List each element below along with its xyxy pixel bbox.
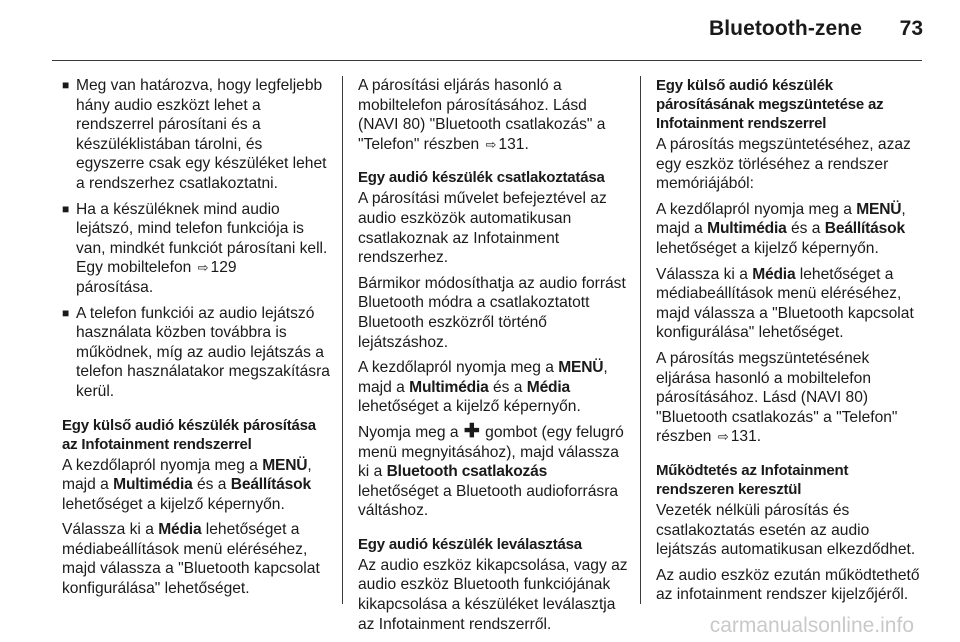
paragraph: A kezdőlapról nyomja meg a MENÜ, majd a Multimédia és a Média lehetőséget a kijelző képernyőn. — [358, 359, 608, 416]
bullet-square-icon: ■ — [62, 78, 70, 92]
paragraph: A kezdőlapról nyomja meg a MENÜ, majd a Multimédia és a Beállítások lehetőséget a kijelző képernyőn. — [62, 456, 312, 513]
bullet-item — [62, 76, 332, 194]
bullet-square-icon: ■ — [62, 201, 70, 216]
paragraph: Bármikor módosíthatja az audio forrást Bluetooth módra a csatlakoztatott Bluetooth eszközről történő lejátszáshoz. — [358, 274, 626, 351]
column-3 — [656, 76, 926, 611]
section-heading: Működtetés az Infotainment rendszeren keresztül — [656, 461, 849, 498]
bullet-item — [62, 200, 332, 298]
paragraph: A párosítás megszüntetéséhez, azaz egy eszköz törléséhez a rendszer memóriájából: — [656, 136, 911, 193]
paragraph: A párosítás megszüntetésének eljárása hasonló a mobiltelefon párosításához. Lásd (NAVI 80) "Bluetooth csatlakozás" a "Telefon" részben ⇨ 131. — [656, 349, 898, 446]
section-heading: Egy audió készülék csatlakoztatása — [358, 169, 605, 187]
watermark: carmanualsonline.info — [709, 614, 914, 637]
section-heading: Egy külső audió készülék párosítása az Infotainment rendszerrel — [62, 416, 316, 453]
paragraph: A párosítási eljárás hasonló a mobiltelefon párosításához. Lásd (NAVI 80) "Bluetooth csatlakozás" a "Telefon" részben ⇨ 131. — [358, 77, 606, 153]
paragraph: Az audio eszköz kikapcsolása, vagy az audio eszköz Bluetooth funkciójának kikapcsolása a készüléket leválasztja az Infotainment rendszerről. — [358, 556, 628, 633]
bullet-text: Ha a készüléknek mind audio lejátszó, mind telefon funkciója is van, mindkét funkciót párosítani kell. Egy mobiltelefon ⇨ 129 párosítása. — [76, 200, 328, 296]
paragraph: Vezeték nélküli párosítás és csatlakoztatás esetén az audio lejátszás automatikusan elkezdődhet. — [656, 501, 916, 559]
bullet-square-icon: ■ — [62, 305, 70, 320]
bullet-text: A telefon funkciói az audio lejátszó használata közben továbbra is működnek, míg az audio lejátszás a telefon használatakor megszakításra kerül. — [76, 304, 330, 400]
bullet-item — [62, 304, 332, 402]
section-heading: Egy külső audió készülék párosításának megszüntetése az Infotainment rendszerrel — [656, 77, 884, 132]
page-header-title: Bluetooth-zene — [708, 17, 862, 40]
page-number: 73 — [899, 17, 923, 40]
paragraph: Válassza ki a Média lehetőséget a médiabeállítások menü eléréséhez, majd válassza a "Bluetooth kapcsolat konfigurálása" lehetőséget. — [656, 265, 914, 342]
paragraph: Az audio eszköz ezután működtethető az infotainment rendszer kijelzőjéről. — [656, 566, 920, 604]
page-ref-link[interactable]: 131. — [498, 135, 529, 153]
header-divider — [52, 60, 922, 61]
column-2 — [358, 76, 630, 640]
paragraph: A kezdőlapról nyomja meg a MENÜ, majd a Multimédia és a Beállítások lehetőséget a kijelző képernyőn. — [656, 200, 906, 257]
plus-icon: ✚ — [463, 420, 480, 442]
page-ref-arrow-icon: ⇨ — [197, 260, 209, 276]
section-heading: Egy audió készülék leválasztása — [358, 535, 582, 553]
paragraph: Nyomja meg a ✚ gombot (egy felugró menü megnyitásához), majd válassza ki a Bluetooth csatlakozás lehetőséget a Bluetooth audioforrásra váltáshoz. — [358, 420, 624, 520]
column-divider-2 — [640, 76, 641, 604]
page-ref-link[interactable]: 129 — [210, 259, 237, 277]
column-1 — [62, 76, 332, 605]
page-ref-arrow-icon: ⇨ — [717, 429, 729, 445]
page-ref-link[interactable]: 131. — [730, 428, 762, 446]
paragraph: Válassza ki a Média lehetőséget a médiabeállítások menü eléréséhez, majd válassza a "Bluetooth kapcsolat konfigurálása" lehetőséget. — [62, 521, 320, 598]
bullet-text: Meg van határozva, hogy legfeljebb hány audio eszközt lehet a rendszerrel párosítani és a készüléklistában tárolni, és egyszerre csak egy készüléket lehet a rendszerhez csatlakoztatni. — [76, 77, 327, 192]
page-ref-arrow-icon: ⇨ — [485, 136, 497, 152]
column-divider-1 — [342, 76, 343, 604]
paragraph: A párosítási művelet befejeztével az audio eszközök automatikusan csatlakoznak az Infotainment rendszerhez. — [358, 190, 607, 267]
